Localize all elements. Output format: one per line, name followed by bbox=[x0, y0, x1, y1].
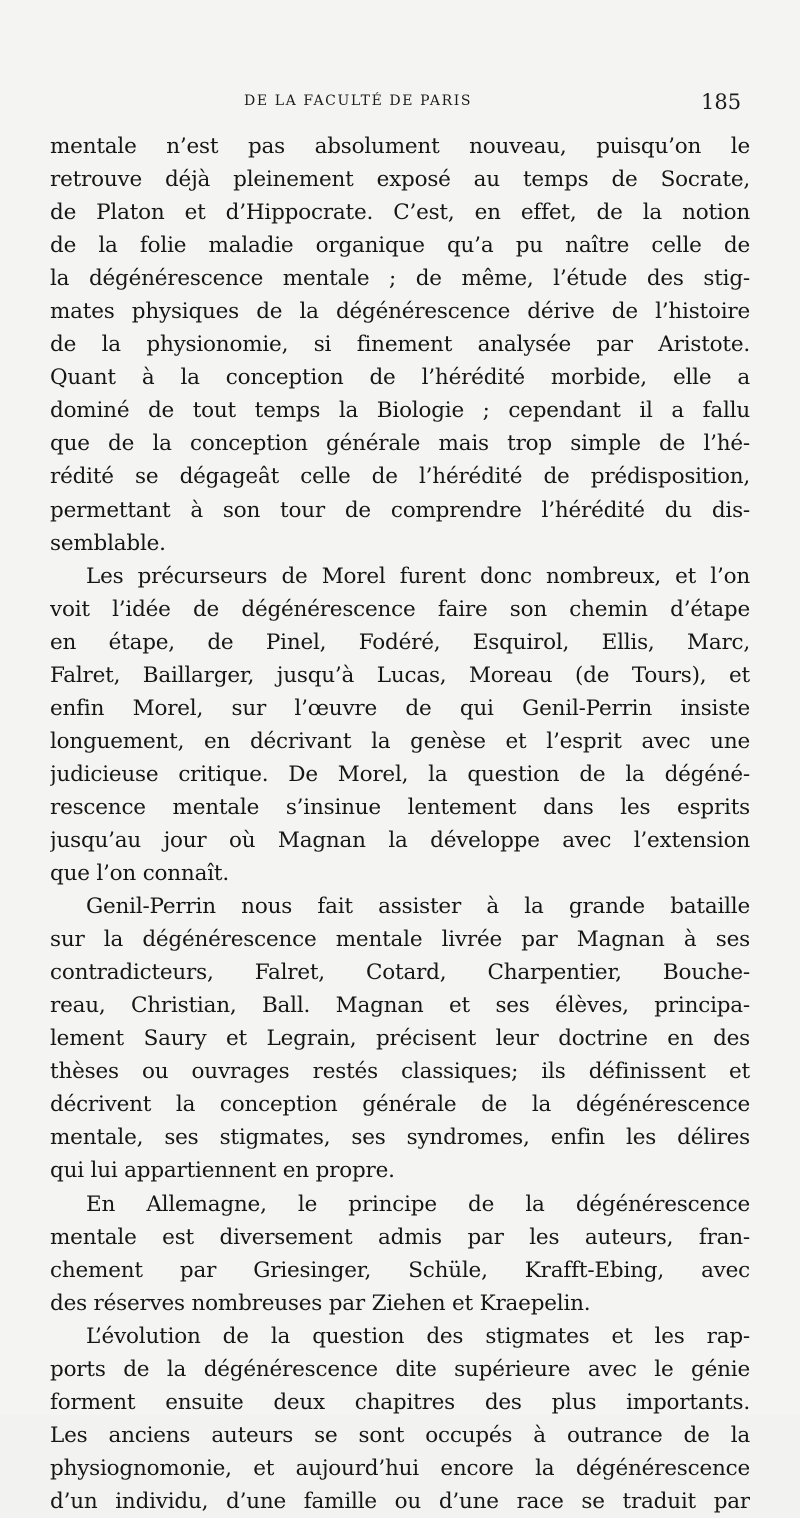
text-line: judicieuse critique. De Morel, la question de la dégéné- bbox=[50, 761, 750, 787]
text-line: rescence mentale s’insinue lentement dans les esprits bbox=[50, 794, 750, 820]
text-line: reau, Christian, Ball. Magnan et ses élèves, principa- bbox=[50, 993, 750, 1019]
page-number: 185 bbox=[701, 90, 742, 114]
text-line: enfin Morel, sur l’œuvre de qui Genil-Perrin insiste bbox=[50, 695, 750, 721]
text-line: d’un individu, d’une famille ou d’une race se traduit par bbox=[50, 1488, 750, 1514]
text-line: retrouve déjà pleinement exposé au temps de Socrate, bbox=[50, 167, 750, 193]
body-text bbox=[50, 130, 750, 1518]
text-line: des réserves nombreuses par Ziehen et Kraepelin. bbox=[50, 1290, 591, 1316]
text-line: décrivent la conception générale de la dégénérescence bbox=[50, 1092, 750, 1118]
text-line: Les anciens auteurs se sont occupés à outrance de la bbox=[50, 1422, 750, 1448]
text-line: que de la conception générale mais trop simple de l’hé- bbox=[50, 431, 750, 457]
text-line: ports de la dégénérescence dite supérieure avec le génie bbox=[50, 1356, 750, 1382]
text-line: de Platon et d’Hippocrate. C’est, en effet, de la notion bbox=[50, 200, 750, 226]
text-line: qui lui appartiennent en propre. bbox=[50, 1158, 395, 1184]
text-line: En Allemagne, le principe de la dégénérescence bbox=[86, 1191, 750, 1217]
text-line: que l’on connaît. bbox=[50, 861, 229, 887]
text-line: chement par Griesinger, Schüle, Krafft-Ebing, avec bbox=[50, 1257, 750, 1283]
text-line: permettant à son tour de comprendre l’hérédité du dis- bbox=[50, 497, 750, 523]
text-line: Genil-Perrin nous fait assister à la grande bataille bbox=[86, 894, 750, 920]
text-line: forment ensuite deux chapitres des plus importants. bbox=[50, 1389, 750, 1415]
text-line: lement Saury et Legrain, précisent leur doctrine en des bbox=[50, 1026, 750, 1052]
text-line: Quant à la conception de l’hérédité morbide, elle a bbox=[50, 365, 750, 391]
text-line: de la physionomie, si finement analysée par Aristote. bbox=[50, 332, 750, 358]
text-line: contradicteurs, Falret, Cotard, Charpentier, Bouche- bbox=[50, 960, 750, 986]
text-line: mentale, ses stigmates, ses syndromes, enfin les délires bbox=[50, 1125, 750, 1151]
text-line: semblable. bbox=[50, 530, 166, 556]
text-line: thèses ou ouvrages restés classiques; ils définissent et bbox=[50, 1059, 750, 1085]
running-title: DE LA FACULTÉ DE PARIS bbox=[244, 93, 473, 109]
text-line: dominé de tout temps la Biologie ; cependant il a fallu bbox=[50, 398, 750, 424]
text-line: voit l’idée de dégénérescence faire son chemin d’étape bbox=[50, 596, 750, 622]
text-line: la dégénérescence mentale ; de même, l’étude des stig- bbox=[50, 266, 750, 292]
running-head bbox=[0, 90, 800, 123]
text-line: mentale est diversement admis par les auteurs, fran- bbox=[50, 1224, 750, 1250]
text-line: Les précurseurs de Morel furent donc nombreux, et l’on bbox=[86, 563, 750, 589]
text-line: mates physiques de la dégénérescence dérive de l’histoire bbox=[50, 299, 750, 325]
text-line: de la folie maladie organique qu’a pu naître celle de bbox=[50, 233, 750, 259]
text-line: en étape, de Pinel, Fodéré, Esquirol, Ellis, Marc, bbox=[50, 629, 750, 655]
text-line: mentale n’est pas absolument nouveau, puisqu’on le bbox=[50, 134, 750, 159]
text-line: rédité se dégageât celle de l’hérédité de prédisposition, bbox=[50, 464, 750, 490]
text-line: Falret, Baillarger, jusqu’à Lucas, Moreau (de Tours), et bbox=[50, 662, 750, 688]
text-line: L’évolution de la question des stigmates et les rap- bbox=[86, 1323, 750, 1349]
text-line: jusqu’au jour où Magnan la développe avec l’extension bbox=[50, 827, 750, 853]
text-line: sur la dégénérescence mentale livrée par Magnan à ses bbox=[50, 927, 750, 953]
text-line: longuement, en décrivant la genèse et l’esprit avec une bbox=[50, 728, 750, 754]
text-line: physiognomonie, et aujourd’hui encore la dégénérescence bbox=[50, 1455, 750, 1481]
